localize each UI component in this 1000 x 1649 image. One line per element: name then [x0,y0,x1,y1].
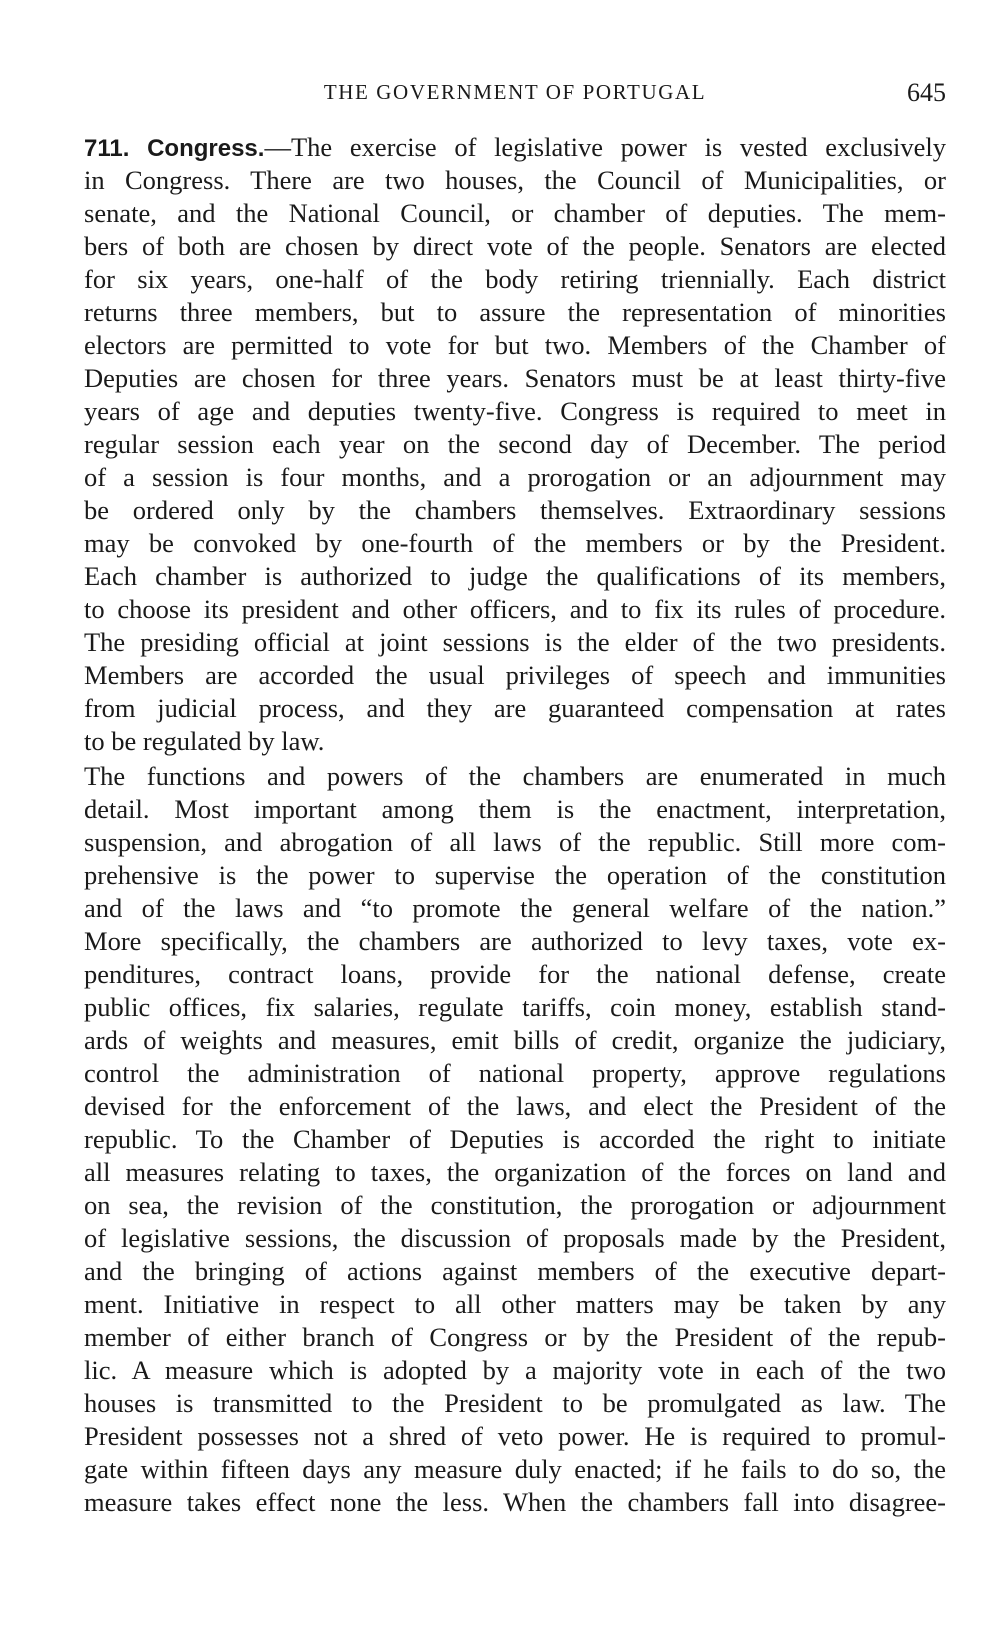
paragraph-2-line: member of either branch of Congress or by the President of the repub- [84,1322,946,1352]
paragraph-2-line: The functions and powers of the chambers are enumerated in much [84,761,946,791]
paragraph-2-line: President possesses not a shred of veto power. He is required to promul- [84,1421,946,1451]
section-title: Congress. [147,135,265,162]
paragraph-2-line: prehensive is the power to supervise the operation of the constitution [84,860,946,890]
paragraph-1-line: bers of both are chosen by direct vote of the people. Senators are elected [84,231,946,261]
paragraph-2-line: detail. Most important among them is the enactment, interpretation, [84,794,946,824]
paragraph-2-line: lic. A measure which is adopted by a majority vote in each of the two [84,1355,946,1385]
paragraph-1-line: for six years, one-half of the body retiring triennially. Each district [84,264,946,294]
paragraph-1-line: regular session each year on the second day of December. The period [84,429,946,459]
body-text [84,131,946,1519]
paragraph-1-line: Members are accorded the usual privileges of speech and immunities [84,660,946,690]
paragraph-1-line: returns three members, but to assure the representation of minorities [84,297,946,327]
paragraph-1-line: Each chamber is authorized to judge the qualifications of its members, [84,561,946,591]
paragraph-2-line: control the administration of national property, approve regulations [84,1058,946,1088]
paragraph-2-line: public offices, fix salaries, regulate tariffs, coin money, establish stand- [84,992,946,1022]
paragraph-2-line: ment. Initiative in respect to all other matters may be taken by any [84,1289,946,1319]
paragraph-1-line: may be convoked by one-fourth of the members or by the President. [84,528,946,558]
paragraph-1-line: electors are permitted to vote for but two. Members of the Chamber of [84,330,946,360]
paragraph-2-line: measure takes effect none the less. When the chambers fall into disagree- [84,1487,946,1517]
paragraph-2-line: and the bringing of actions against members of the executive depart- [84,1256,946,1286]
paragraph-2-line: on sea, the revision of the constitution, the prorogation or adjournment [84,1190,946,1220]
paragraph-2-line: penditures, contract loans, provide for the national defense, create [84,959,946,989]
paragraph-1-line: years of age and deputies twenty-five. Congress is required to meet in [84,396,946,426]
paragraph-2-line: More specifically, the chambers are authorized to levy taxes, vote ex- [84,926,946,956]
paragraph-2-line: all measures relating to taxes, the organization of the forces on land and [84,1157,946,1187]
paragraph-1-line: senate, and the National Council, or chamber of deputies. The mem- [84,198,946,228]
paragraph-1-line: in Congress. There are two houses, the Council of Municipalities, or [84,165,946,195]
paragraph-1-line: to be regulated by law. [84,726,325,756]
paragraph-1-line: to choose its president and other officers, and to fix its rules of procedure. [84,594,946,624]
paragraph-2-line: houses is transmitted to the President to be promulgated as law. The [84,1388,946,1418]
paragraph-2-line: ards of weights and measures, emit bills of credit, organize the judiciary, [84,1025,946,1055]
paragraph-1-line-1-text: —The exercise of legislative power is vested exclusively [264,132,946,162]
paragraph-1-line: be ordered only by the chambers themselves. Extraordinary sessions [84,495,946,525]
paragraph-1-line: from judicial process, and they are guaranteed compensation at rates [84,693,946,723]
paragraph-1-line: Deputies are chosen for three years. Senators must be at least thirty-five [84,363,946,393]
page-number: 645 [907,78,946,107]
paragraph-2-line: and of the laws and “to promote the general welfare of the nation.” [84,893,946,923]
running-head [84,78,946,114]
paragraph-1-line: of a session is four months, and a prorogation or an adjournment may [84,462,946,492]
paragraph-2-line: gate within fifteen days any measure duly enacted; if he fails to do so, the [84,1454,946,1484]
running-title: THE GOVERNMENT OF PORTUGAL [323,80,707,104]
paragraph-2-line: of legislative sessions, the discussion of proposals made by the President, [84,1223,946,1253]
paragraph-1-line: The presiding official at joint sessions is the elder of the two presidents. [84,627,946,657]
paragraph-2-line: republic. To the Chamber of Deputies is accorded the right to initiate [84,1124,946,1154]
paragraph-1-line-1 [84,131,946,164]
section-number: 711. [84,135,130,162]
paragraph-2-line: devised for the enforcement of the laws, and elect the President of the [84,1091,946,1121]
paragraph-2-line: suspension, and abrogation of all laws of the republic. Still more com- [84,827,946,857]
